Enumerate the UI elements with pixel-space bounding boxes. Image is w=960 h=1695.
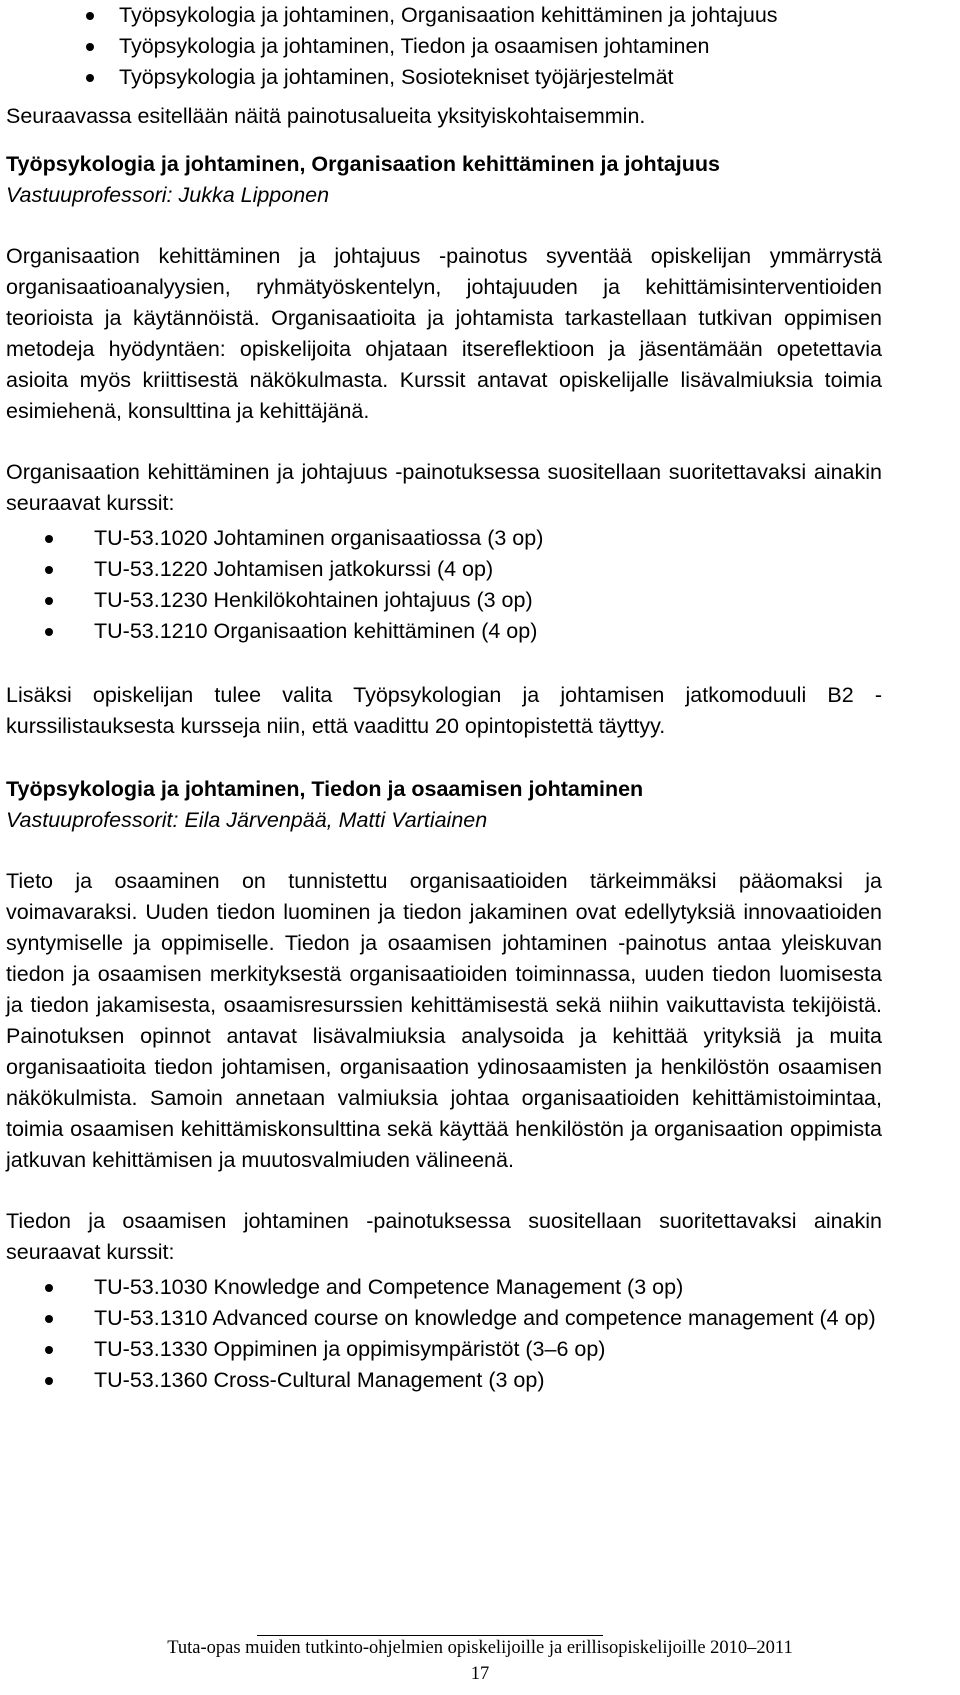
list-item: TU-53.1220 Johtamisen jatkokurssi (4 op) [6, 554, 882, 585]
course-list [6, 523, 882, 647]
section-description: Organisaation kehittäminen ja johtajuus -painotus syventää opiskelijan ymmärrystä organisaatioanalyysien, ryhmätyöskentelyn, johtajuuden ja kehittämisinterventioiden teorioista ja käytännöistä. Organisaatioita ja johtamista tarkastellaan tutkivan oppimisen metodeja hyödyntäen: opiskelijoita ohjataan itsereflektioon ja jäsentämään opetettavia asioita myös kriittisestä näkökulmasta. Kurssit antavat opiskelijalle lisävalmiuksia toimia esimiehenä, konsulttina ja kehittäjänä. [6, 244, 882, 423]
section-heading: Työpsykologia ja johtaminen, Organisaation kehittäminen ja johtajuus [6, 152, 721, 176]
list-item: Työpsykologia ja johtaminen, Organisaation kehittäminen ja johtajuus [6, 0, 882, 31]
responsible-professor: Vastuuprofessorit: Eila Järvenpää, Matti Vartiainen [6, 808, 488, 832]
intro-text: Seuraavassa esitellään näitä painotusalueita yksityiskohtaisemmin. [6, 104, 646, 128]
list-item: TU-53.1020 Johtaminen organisaatiossa (3 op) [6, 523, 882, 554]
responsible-professor: Vastuuprofessori: Jukka Lipponen [6, 183, 330, 207]
page-footer: Tuta-opas muiden tutkinto-ohjelmien opiskelijoille ja erillisopiskelijoille 2010–2011 [167, 1638, 793, 1658]
list-item: TU-53.1230 Henkilökohtainen johtajuus (3 op) [6, 585, 882, 616]
section-heading: Työpsykologia ja johtaminen, Tiedon ja osaamisen johtaminen [6, 777, 644, 801]
list-item: Työpsykologia ja johtaminen, Tiedon ja osaamisen johtaminen [6, 31, 882, 62]
list-item: TU-53.1310 Advanced course on knowledge and competence management (4 op) [6, 1303, 882, 1334]
course-recommendation: Tiedon ja osaamisen johtaminen -painotuksessa suositellaan suoritettavaksi ainakin seuraavat kurssit: [6, 1209, 882, 1264]
page-content [6, 0, 882, 1396]
page-number: 17 [470, 1664, 490, 1684]
list-item: TU-53.1030 Knowledge and Competence Management (3 op) [6, 1272, 882, 1303]
course-list [6, 1272, 882, 1396]
focus-area-list [6, 0, 882, 93]
list-item: Työpsykologia ja johtaminen, Sosiotekniset työjärjestelmät [6, 62, 882, 93]
course-recommendation: Organisaation kehittäminen ja johtajuus -painotuksessa suositellaan suoritettavaksi ainakin seuraavat kurssit: [6, 460, 882, 515]
additional-requirement: Lisäksi opiskelijan tulee valita Työpsykologian ja johtamisen jatkomoduuli B2 -kurssilistauksesta kursseja niin, että vaadittu 20 opintopistettä täyttyy. [6, 683, 882, 738]
list-item: TU-53.1360 Cross-Cultural Management (3 op) [6, 1365, 882, 1396]
section-description: Tieto ja osaaminen on tunnistettu organisaatioiden tärkeimmäksi pääomaksi ja voimavaraksi. Uuden tiedon luominen ja tiedon jakaminen ovat edellytyksiä innovaatioiden syntymiselle ja oppimiselle. Tiedon ja osaamisen johtaminen -painotus antaa yleiskuvan tiedon ja osaamisen merkityksestä organisaatioiden toiminnassa, uuden tiedon luomisesta ja tiedon jakamisesta, osaamisresurssien kehittämisestä sekä niihin vaikuttavista tekijöistä. Painotuksen opinnot antavat lisävalmiuksia analysoida ja kehittää yrityksiä ja muita organisaatioita tiedon johtamisen, organisaation ydinosaamisten ja henkilöstön osaamisen näkökulmista. Samoin annetaan valmiuksia johtaa organisaatioiden kehittämistoimintaa, toimia osaamisen kehittämiskonsulttina sekä käyttää henkilöstön ja organisaation oppimista jatkuvan kehittämisen ja muutosvalmiuden välineenä. [6, 869, 882, 1172]
list-item: TU-53.1210 Organisaation kehittäminen (4 op) [6, 616, 882, 647]
list-item: TU-53.1330 Oppiminen ja oppimisympäristöt (3–6 op) [6, 1334, 882, 1365]
